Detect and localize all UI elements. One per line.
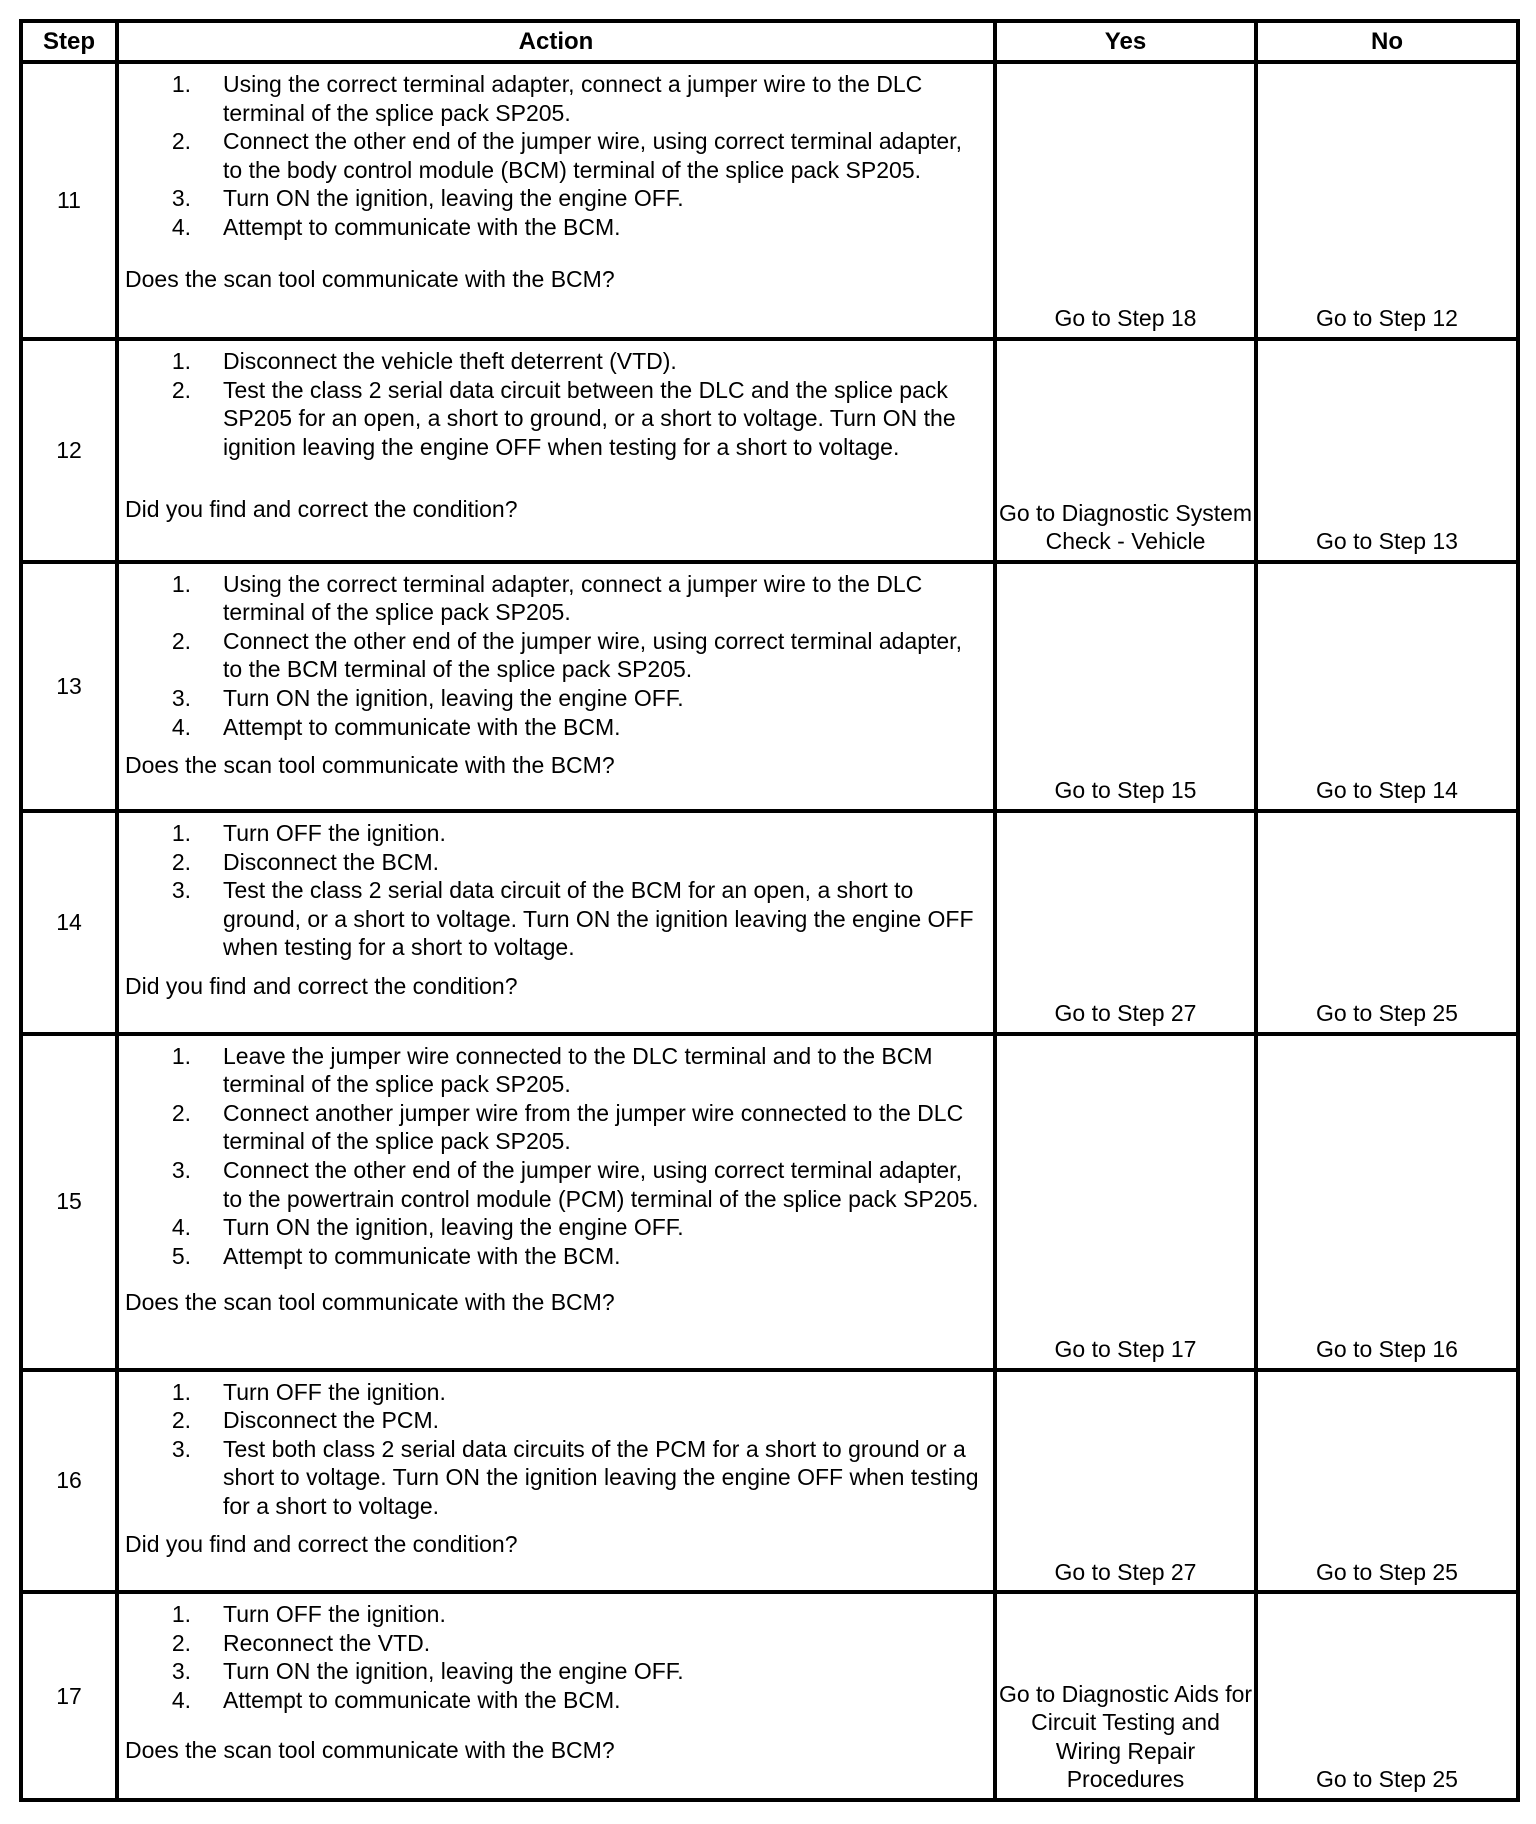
action-question: Did you find and correct the condition? (125, 972, 518, 999)
action-item-number: 2. (171, 376, 191, 403)
table-row (21, 562, 1518, 811)
action-item-text: Connect another jumper wire from the jumper wire connected to the DLC terminal of the splice pack SP205. (223, 1099, 964, 1155)
no-result (1256, 811, 1518, 1034)
action-item (125, 848, 985, 877)
yes-result-text: Go to Step 18 (1054, 305, 1197, 332)
action-item (125, 184, 985, 213)
action-item-text: Disconnect the BCM. (223, 848, 440, 875)
no-result-text: Go to Step 12 (1316, 305, 1458, 332)
action-item (125, 570, 985, 627)
action-item-number: 1. (171, 570, 191, 597)
action-list (125, 570, 985, 742)
no-result (1256, 1592, 1518, 1800)
action-item-number: 2. (171, 627, 191, 654)
yes-result (995, 1592, 1256, 1800)
action-item (125, 627, 985, 684)
yes-result (995, 1034, 1256, 1370)
action-item (125, 1686, 985, 1715)
table-row (21, 1592, 1518, 1800)
action-item-number: 3. (171, 1157, 191, 1184)
action-item-number: 3. (171, 685, 191, 712)
action-item-text: Connect the other end of the jumper wire, using correct terminal adapter, to the BCM terminal of the splice pack SP205. (223, 627, 962, 683)
action-item (125, 1629, 985, 1658)
action-item (125, 1378, 985, 1407)
action-question: Does the scan tool communicate with the BCM? (125, 1289, 615, 1316)
no-result (1256, 1370, 1518, 1593)
action-item (125, 1657, 985, 1686)
yes-result (995, 811, 1256, 1034)
yes-result (995, 562, 1256, 811)
action-cell (117, 62, 995, 339)
action-item-text: Reconnect the VTD. (223, 1629, 431, 1656)
header-yes: Yes (995, 21, 1256, 62)
action-list (125, 819, 985, 962)
action-item (125, 1042, 985, 1099)
action-item-text: Disconnect the PCM. (223, 1407, 440, 1434)
action-list (125, 347, 985, 461)
yes-result-text: Go to Step 27 (1054, 1000, 1197, 1027)
action-item-text: Turn ON the ignition, leaving the engine OFF. (223, 1658, 684, 1685)
action-item (125, 213, 985, 242)
action-item-text: Test the class 2 serial data circuit between the DLC and the splice pack SP205 for an open, a short to ground, or a short to voltage. Turn ON the ignition leaving the engine OFF when testing for a short to voltage. (223, 376, 956, 460)
no-result (1256, 1034, 1518, 1370)
yes-result (995, 62, 1256, 339)
yes-result-text: Go to Diagnostic Aids for Circuit Testing and Wiring Repair Procedures (998, 1680, 1253, 1793)
action-question: Does the scan tool communicate with the BCM? (125, 1736, 615, 1763)
action-item-text: Leave the jumper wire connected to the DLC terminal and to the BCM terminal of the splice pack SP205. (223, 1042, 933, 1098)
action-item (125, 1242, 985, 1271)
action-cell (117, 339, 995, 562)
action-list (125, 70, 985, 242)
table-row (21, 62, 1518, 339)
header-row (21, 21, 1518, 62)
action-item-number: 1. (171, 1378, 191, 1405)
header-no: No (1256, 21, 1518, 62)
action-question: Did you find and correct the condition? (125, 1531, 518, 1558)
action-item-number: 1. (171, 819, 191, 846)
no-result (1256, 562, 1518, 811)
action-item-number: 4. (171, 213, 191, 240)
header-step: Step (21, 21, 117, 62)
step-number: 15 (21, 1034, 117, 1370)
yes-result-text: Go to Step 27 (1054, 1558, 1197, 1585)
action-item-text: Using the correct terminal adapter, connect a jumper wire to the DLC terminal of the splice pack SP205. (223, 71, 923, 126)
table-row (21, 811, 1518, 1034)
action-item (125, 1213, 985, 1242)
no-result-text: Go to Step 25 (1316, 1000, 1458, 1027)
action-item-text: Attempt to communicate with the BCM. (223, 1242, 621, 1269)
action-item (125, 1099, 985, 1156)
action-item (125, 819, 985, 848)
action-cell (117, 811, 995, 1034)
action-list (125, 1600, 985, 1714)
action-item-text: Turn OFF the ignition. (223, 819, 446, 846)
yes-result-text: Go to Diagnostic System Check - Vehicle (998, 499, 1253, 555)
action-question: Did you find and correct the condition? (125, 496, 518, 523)
action-item-text: Connect the other end of the jumper wire, using correct terminal adapter, to the body control module (BCM) terminal of the splice pack SP205. (223, 128, 962, 183)
action-item-number: 2. (171, 1629, 191, 1656)
action-item (125, 1435, 985, 1521)
action-item-number: 3. (171, 877, 191, 904)
action-item-number: 2. (171, 848, 191, 875)
action-item-number: 1. (171, 1042, 191, 1069)
action-item-text: Turn OFF the ignition. (223, 1601, 446, 1628)
action-item (125, 1600, 985, 1629)
no-result-text: Go to Step 25 (1316, 1766, 1458, 1793)
table-row (21, 339, 1518, 562)
action-question: Does the scan tool communicate with the BCM? (125, 266, 615, 293)
no-result-text: Go to Step 16 (1316, 1335, 1458, 1362)
action-item-text: Turn ON the ignition, leaving the engine OFF. (223, 185, 684, 212)
table-row (21, 1370, 1518, 1593)
yes-result-text: Go to Step 17 (1054, 1335, 1197, 1362)
action-item-number: 3. (171, 185, 191, 212)
action-item-number: 1. (171, 1601, 191, 1628)
action-item-text: Turn OFF the ignition. (223, 1378, 446, 1405)
step-number: 13 (21, 562, 117, 811)
action-cell (117, 1592, 995, 1800)
action-item-number: 2. (171, 128, 191, 155)
action-item-number: 4. (171, 1687, 191, 1713)
action-item-text: Connect the other end of the jumper wire, using correct terminal adapter, to the powertrain control module (PCM) terminal of the splice pack SP205. (223, 1157, 979, 1212)
action-item-text: Using the correct terminal adapter, connect a jumper wire to the DLC terminal of the splice pack SP205. (223, 570, 923, 626)
no-result (1256, 62, 1518, 339)
action-item-text: Turn ON the ignition, leaving the engine OFF. (223, 685, 684, 712)
yes-result (995, 339, 1256, 562)
action-item (125, 1406, 985, 1435)
header-action: Action (117, 21, 995, 62)
action-item-text: Disconnect the vehicle theft deterrent (VTD). (223, 347, 677, 374)
step-number: 17 (21, 1592, 117, 1800)
action-item-number: 3. (171, 1435, 191, 1462)
action-cell (117, 1370, 995, 1593)
action-item (125, 684, 985, 713)
action-item-number: 4. (171, 713, 191, 740)
action-cell (117, 1034, 995, 1370)
action-item (125, 876, 985, 962)
action-cell (117, 562, 995, 811)
action-question: Does the scan tool communicate with the BCM? (125, 752, 615, 779)
no-result-text: Go to Step 13 (1316, 528, 1458, 555)
action-item-number: 4. (171, 1214, 191, 1241)
action-item (125, 127, 985, 184)
action-list (125, 1042, 985, 1271)
yes-result-text: Go to Step 15 (1054, 777, 1197, 804)
action-item (125, 713, 985, 742)
step-number: 12 (21, 339, 117, 562)
step-number: 14 (21, 811, 117, 1034)
no-result-text: Go to Step 25 (1316, 1558, 1458, 1585)
action-item-number: 1. (171, 71, 191, 97)
action-item-number: 2. (171, 1407, 191, 1434)
action-item (125, 70, 985, 127)
action-item (125, 1156, 985, 1213)
action-item (125, 347, 985, 376)
action-item-text: Turn ON the ignition, leaving the engine OFF. (223, 1214, 684, 1241)
action-item-number: 3. (171, 1658, 191, 1685)
action-item-number: 5. (171, 1242, 191, 1269)
step-number: 11 (21, 62, 117, 339)
action-list (125, 1378, 985, 1521)
step-number: 16 (21, 1370, 117, 1593)
action-item-number: 2. (171, 1099, 191, 1126)
diagnostic-table (19, 19, 1520, 1802)
action-item-text: Attempt to communicate with the BCM. (223, 713, 621, 740)
no-result (1256, 339, 1518, 562)
action-item-text: Attempt to communicate with the BCM. (223, 1687, 621, 1713)
action-item-text: Test both class 2 serial data circuits of the PCM for a short to ground or a short to voltage. Turn ON the ignition leaving the engine OFF when testing for a short to voltage. (223, 1435, 979, 1519)
action-item-text: Attempt to communicate with the BCM. (223, 213, 621, 240)
action-item-text: Test the class 2 serial data circuit of the BCM for an open, a short to ground, or a short to voltage. Turn ON the ignition leaving the engine OFF when testing for a short to voltage. (223, 877, 974, 961)
table-row (21, 1034, 1518, 1370)
no-result-text: Go to Step 14 (1316, 777, 1458, 804)
action-item-number: 1. (171, 347, 191, 374)
action-item (125, 376, 985, 462)
yes-result (995, 1370, 1256, 1593)
